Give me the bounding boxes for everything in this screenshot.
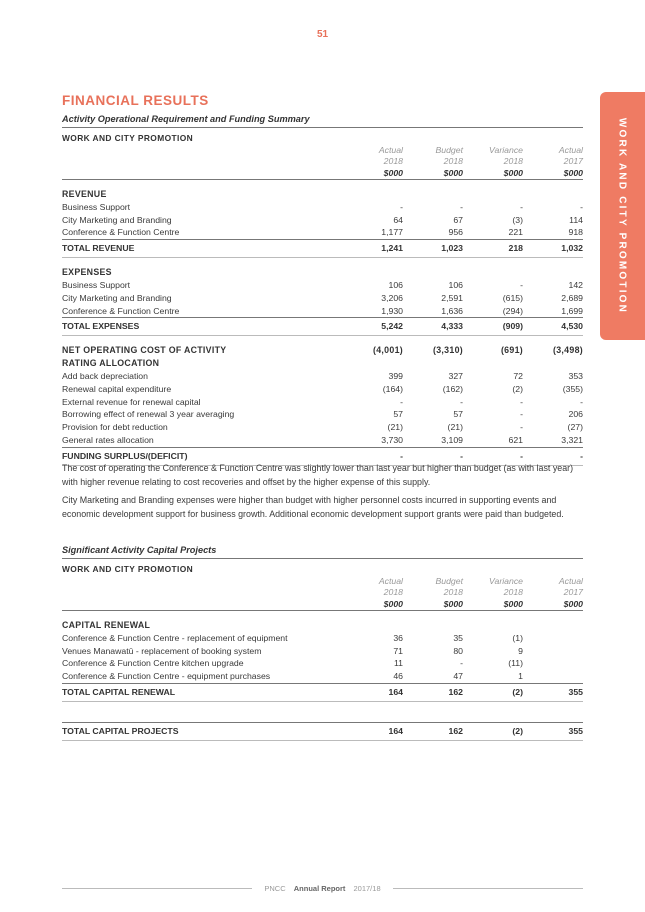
cell-value: 67	[453, 214, 463, 225]
row-label: Conference & Function Centre	[62, 305, 180, 316]
total-value: 1,032	[523, 240, 583, 258]
cell-value: 1,636	[441, 305, 463, 316]
total-label: TOTAL CAPITAL PROJECTS	[62, 722, 343, 740]
cell-value	[523, 645, 583, 658]
total-value: 218	[463, 240, 523, 258]
total-value: 355	[523, 722, 583, 740]
cell-value: 3,206	[381, 292, 403, 303]
summary-header-labels	[62, 145, 583, 156]
page-number: 51	[316, 29, 329, 40]
cell-value: 3,109	[441, 434, 463, 445]
cell-value: -	[400, 201, 403, 212]
cell-value: -	[400, 396, 403, 407]
row-label: General rates allocation	[62, 434, 154, 445]
cell-value: (294)	[502, 305, 523, 316]
total-label: FUNDING SURPLUS/(DEFICIT)	[62, 447, 343, 465]
cell-value: 221	[508, 227, 523, 238]
total-value: (909)	[463, 318, 523, 336]
cell-value: 327	[448, 370, 463, 381]
table-row	[62, 305, 583, 318]
row-label: Renewal capital expenditure	[62, 383, 172, 394]
cell-value: 1,930	[381, 305, 403, 316]
page-title: FINANCIAL RESULTS	[62, 93, 209, 108]
row-label: City Marketing and Branding	[62, 214, 172, 225]
column-unit: $000	[523, 598, 583, 611]
column-unit: $000	[523, 167, 583, 180]
total-value: 1,023	[403, 240, 463, 258]
cell-value: 57	[393, 409, 403, 420]
column-label: Variance	[489, 145, 523, 155]
cell-value: 1,699	[561, 305, 583, 316]
summary-subtitle: Activity Operational Requirement and Funding Summary	[62, 114, 583, 128]
cell-value: (162)	[442, 383, 463, 394]
table-row	[62, 632, 583, 645]
summary-header-years	[62, 156, 583, 167]
summary-table	[62, 132, 583, 466]
cell-value	[523, 657, 583, 670]
row-label: Conference & Function Centre	[62, 227, 180, 238]
total-value: -	[463, 447, 523, 465]
cell-value: -	[520, 201, 523, 212]
cell-value: 142	[568, 279, 583, 290]
net-cost-row	[62, 344, 583, 357]
column-label: Actual	[558, 145, 583, 155]
row-label: External revenue for renewal capital	[62, 396, 201, 407]
column-year: 2018	[383, 156, 403, 166]
table-row	[62, 226, 583, 239]
summary-header-units	[62, 167, 583, 180]
column-year: 2017	[563, 156, 583, 166]
cell-value: 956	[448, 227, 463, 238]
cell-value: -	[520, 409, 523, 420]
cell-value: 2,591	[441, 292, 463, 303]
side-tab-label: WORK AND CITY PROMOTION	[616, 117, 628, 315]
row-label: Conference & Function Centre - replacement of equipment	[62, 632, 288, 643]
cell-value: 46	[393, 671, 403, 682]
total-value: (2)	[463, 722, 523, 740]
footer-org: PNCC	[258, 884, 291, 893]
cell-value: (355)	[562, 383, 583, 394]
cell-value: 72	[513, 370, 523, 381]
net-cost-label: NET OPERATING COST OF ACTIVITY	[62, 345, 227, 356]
column-unit: $000	[403, 598, 463, 611]
table-row	[62, 396, 583, 409]
column-unit: $000	[463, 598, 523, 611]
cell-value: (11)	[508, 658, 523, 669]
column-label: Actual	[378, 576, 403, 586]
commentary-paragraph: The cost of operating the Conference & Function Centre was slightly lower than last year but higher than budget (as with last year) with higher revenue relating to cost recoveries and offset by the higher expense of this supply.	[62, 463, 574, 487]
cell-value: 80	[453, 645, 463, 656]
table-row	[62, 279, 583, 292]
column-label: Actual	[378, 145, 403, 155]
cell-value: (27)	[567, 422, 583, 433]
total-label: TOTAL REVENUE	[62, 240, 343, 258]
cell-value: (4,001)	[373, 345, 403, 356]
capital-group-title: WORK AND CITY PROMOTION	[62, 564, 194, 575]
total-row	[62, 318, 583, 336]
table-row	[62, 214, 583, 227]
column-year: 2018	[383, 587, 403, 597]
cell-value: 2,689	[561, 292, 583, 303]
row-label: City Marketing and Branding	[62, 292, 172, 303]
cell-value: (615)	[502, 292, 523, 303]
cell-value: (164)	[382, 383, 403, 394]
side-tab	[600, 92, 645, 340]
table-row	[62, 645, 583, 658]
cell-value: -	[520, 422, 523, 433]
cell-value	[523, 670, 583, 683]
cell-value: 353	[568, 370, 583, 381]
column-year: 2018	[503, 587, 523, 597]
column-unit: $000	[343, 167, 403, 180]
column-unit: $000	[403, 167, 463, 180]
row-label: Provision for debt reduction	[62, 422, 168, 433]
cell-value: 621	[508, 434, 523, 445]
cell-value: (1)	[512, 632, 523, 643]
cell-value: (21)	[447, 422, 463, 433]
table-row	[62, 292, 583, 305]
table-row	[62, 657, 583, 670]
total-row	[62, 240, 583, 258]
column-label: Actual	[558, 576, 583, 586]
row-label: Business Support	[62, 201, 131, 212]
row-label: Conference & Function Centre - equipment purchases	[62, 671, 271, 682]
cell-value: 1	[518, 671, 523, 682]
cell-value: -	[460, 396, 463, 407]
total-value: 162	[403, 683, 463, 701]
column-year: 2018	[443, 587, 463, 597]
summary-group-title: WORK AND CITY PROMOTION	[62, 133, 194, 144]
cell-value: 35	[453, 632, 463, 643]
total-value: 4,530	[523, 318, 583, 336]
cell-value: 47	[453, 671, 463, 682]
footer-year: 2017/18	[348, 884, 387, 893]
cell-value: (2)	[512, 383, 523, 394]
cell-value: 11	[393, 658, 403, 669]
cell-value: 106	[388, 279, 403, 290]
total-value: -	[343, 447, 403, 465]
total-value: 164	[343, 683, 403, 701]
cell-value: 114	[569, 214, 583, 225]
cell-value: 3,730	[381, 434, 403, 445]
column-unit: $000	[463, 167, 523, 180]
total-value: -	[523, 447, 583, 465]
cell-value	[523, 632, 583, 645]
table-row	[62, 670, 583, 683]
total-value: 162	[403, 722, 463, 740]
cell-value: -	[520, 279, 523, 290]
cell-value: 36	[393, 632, 403, 643]
total-value: 164	[343, 722, 403, 740]
cell-value: 918	[568, 227, 583, 238]
revenue-heading: REVENUE	[62, 189, 107, 199]
row-label: Venues Manawatū - replacement of booking system	[62, 645, 262, 656]
rating-heading: RATING ALLOCATION	[62, 358, 160, 369]
row-label: Add back depreciation	[62, 370, 148, 381]
total-value: 355	[523, 683, 583, 701]
total-value: 4,333	[403, 318, 463, 336]
footer-report: Annual Report	[293, 884, 346, 893]
total-value: 5,242	[343, 318, 403, 336]
cell-value: -	[460, 201, 463, 212]
cell-value: 1,177	[381, 227, 403, 238]
cell-value: 71	[393, 645, 403, 656]
table-row	[62, 434, 583, 447]
cell-value: (21)	[387, 422, 403, 433]
cell-value: (3,310)	[433, 345, 463, 356]
total-value: -	[403, 447, 463, 465]
table-row	[62, 383, 583, 396]
column-year: 2018	[503, 156, 523, 166]
cell-value: 399	[388, 370, 403, 381]
capital-header-labels	[62, 576, 583, 587]
total-row	[62, 683, 583, 701]
cell-value: -	[520, 396, 523, 407]
cell-value: 206	[568, 409, 583, 420]
cell-value: 9	[518, 645, 523, 656]
footer	[0, 884, 645, 893]
cell-value: (3,498)	[553, 345, 583, 356]
cell-value: -	[580, 396, 583, 407]
expenses-heading: EXPENSES	[62, 267, 112, 278]
column-label: Variance	[489, 576, 523, 586]
column-year: 2018	[443, 156, 463, 166]
table-row	[62, 421, 583, 434]
capital-header-years	[62, 587, 583, 598]
cell-value: -	[460, 658, 463, 669]
commentary-paragraph: City Marketing and Branding expenses were higher than budget with higher personnel costs incurred in supporting events and economic development support for business growth. Additional economic development support grants were paid than budgeted.	[62, 495, 564, 519]
cell-value: (691)	[500, 345, 523, 356]
cell-value: -	[580, 201, 583, 212]
capital-header-units	[62, 598, 583, 611]
column-label: Budget	[435, 576, 463, 586]
capital-subtitle: Significant Activity Capital Projects	[62, 545, 583, 559]
row-label: Borrowing effect of renewal 3 year averaging	[62, 409, 235, 420]
column-unit: $000	[343, 598, 403, 611]
table-row	[62, 370, 583, 383]
table-row	[62, 201, 583, 214]
column-label: Budget	[435, 145, 463, 155]
total-value: 1,241	[343, 240, 403, 258]
total-value: (2)	[463, 683, 523, 701]
total-label: TOTAL CAPITAL RENEWAL	[62, 683, 343, 701]
total-label: TOTAL EXPENSES	[62, 318, 343, 336]
total-row	[62, 722, 583, 740]
column-year: 2017	[563, 587, 583, 597]
cell-value: 64	[393, 214, 403, 225]
cell-value: 57	[453, 409, 463, 420]
table-row	[62, 408, 583, 421]
cell-value: 106	[448, 279, 463, 290]
capital-renewal-heading: CAPITAL RENEWAL	[62, 620, 151, 630]
capital-table	[62, 563, 583, 741]
row-label: Business Support	[62, 279, 131, 290]
cell-value: 3,321	[561, 434, 583, 445]
cell-value: (3)	[512, 214, 523, 225]
row-label: Conference & Function Centre kitchen upgrade	[62, 658, 244, 669]
